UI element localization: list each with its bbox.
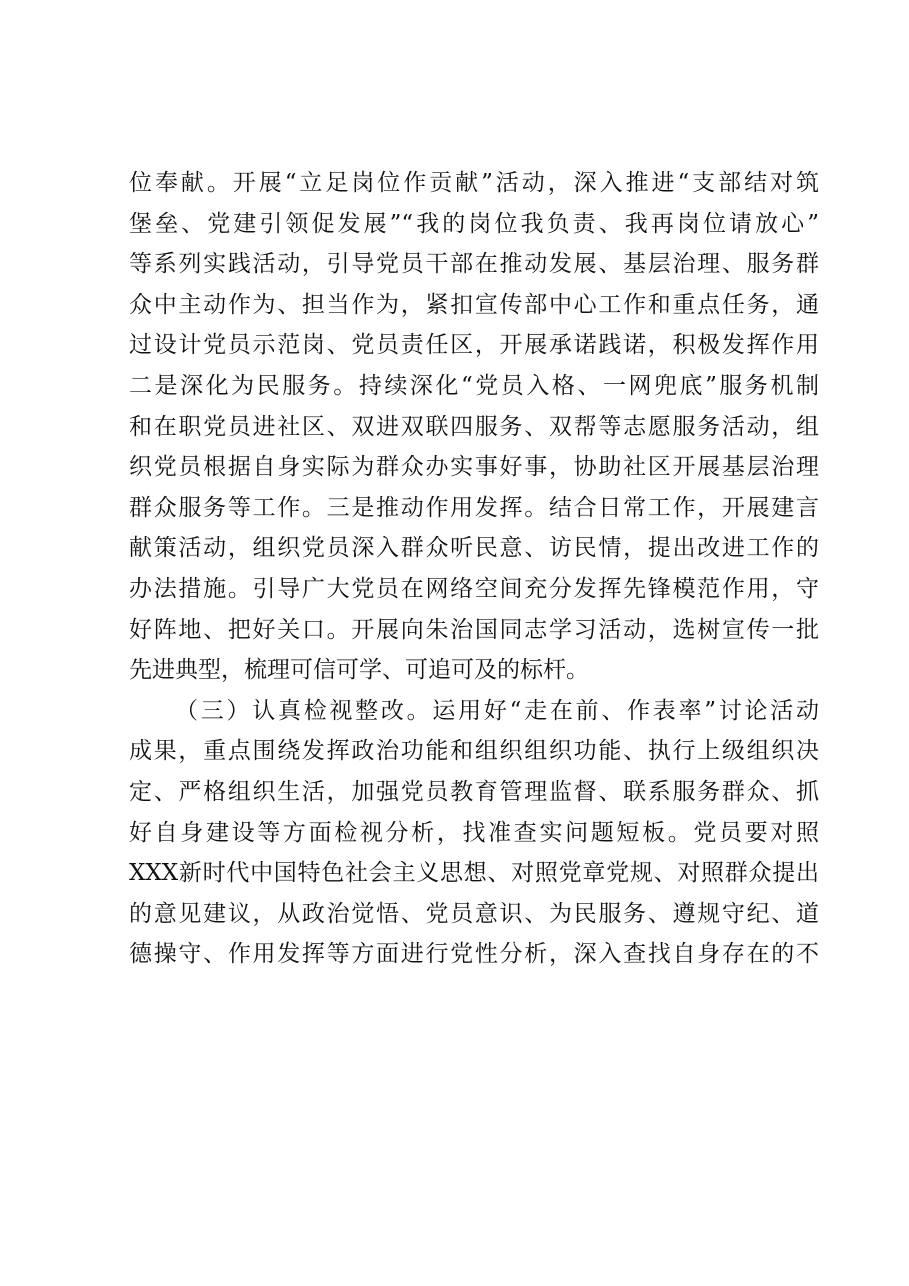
section-heading-line: （三）认真检视整改。运用好“走在前、作表率”讨论活动 — [175, 697, 819, 724]
text-line: 好阵地、把好关口。开展向朱治国同志学习活动，选树宣传一批 — [129, 616, 819, 643]
paragraph-2 — [129, 691, 819, 975]
text-line: 等系列实践活动，引导党员干部在推动发展、基层治理、服务群 — [129, 251, 819, 278]
text-line: 先进典型，梳理可信可学、可追可及的标杆。 — [129, 657, 589, 684]
text-line: 过设计党员示范岗、党员责任区，开展承诺践诺，积极发挥作用 — [129, 332, 819, 359]
text-line: 群众服务等工作。三是推动作用发挥。结合日常工作，开展建言 — [129, 494, 819, 521]
text-line: 二是深化为民服务。持续深化“党员入格、一网兜底”服务机制 — [129, 372, 819, 399]
text-line: 办法措施。引导广大党员在网络空间充分发挥先锋模范作用，守 — [129, 575, 819, 602]
text-line: XXX新时代中国特色社会主义思想、对照党章党规、对照群众提出 — [129, 860, 819, 887]
text-line: 好自身建设等方面检视分析，找准查实问题短板。党员要对照 — [129, 819, 819, 846]
text-line: 和在职党员进社区、双进双联四服务、双帮等志愿服务活动，组 — [129, 413, 819, 440]
text-line: 定、严格组织生活，加强党员教育管理监督、联系服务群众、抓 — [129, 778, 819, 805]
text-line: 献策活动，组织党员深入群众听民意、访民情，提出改进工作的 — [129, 535, 819, 562]
document-body — [129, 163, 819, 975]
text-line: 众中主动作为、担当作为，紧扣宣传部中心工作和重点任务，通 — [129, 291, 819, 318]
text-line: 德操守、作用发挥等方面进行党性分析，深入查找自身存在的不 — [129, 941, 819, 968]
paragraph-1 — [129, 163, 819, 691]
text-line: 成果，重点围绕发挥政治功能和组织组织功能、执行上级组织决 — [129, 738, 819, 765]
text-line: 位奉献。开展“立足岗位作贡献”活动，深入推进“支部结对筑 — [129, 170, 819, 196]
text-line: 堡垒、党建引领促发展”“我的岗位我负责、我再岗位请放心” — [129, 210, 819, 237]
text-line: 的意见建议，从政治觉悟、党员意识、为民服务、遵规守纪、道 — [129, 900, 819, 927]
text-line: 织党员根据自身实际为群众办实事好事，协助社区开展基层治理 — [129, 454, 819, 481]
